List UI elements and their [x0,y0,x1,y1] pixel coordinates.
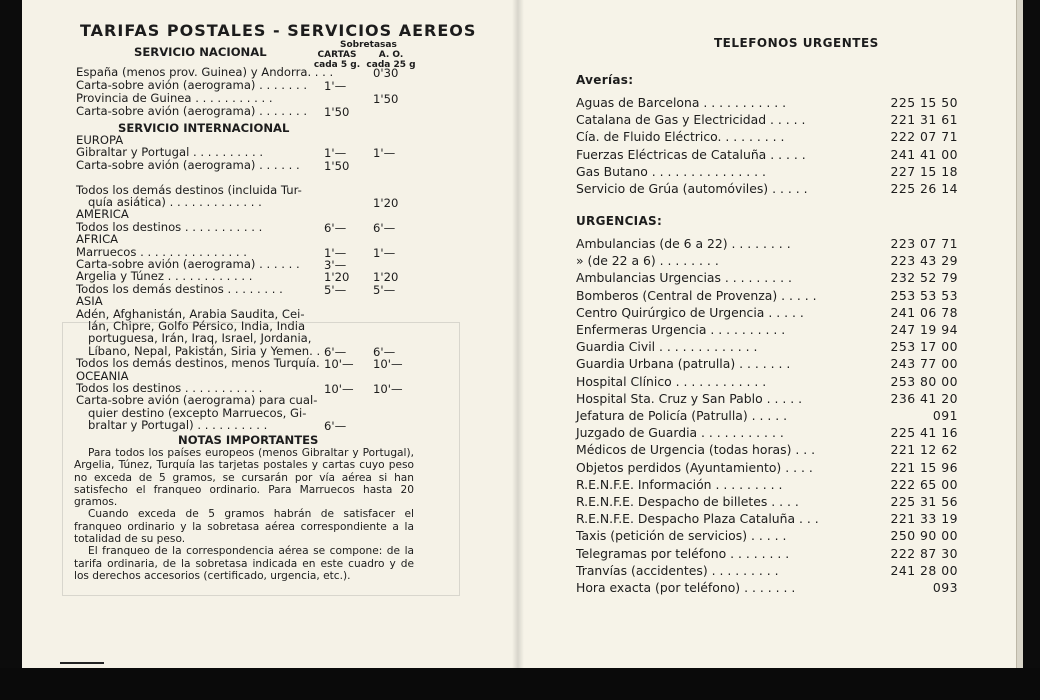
tarifa-row-text: Adén, Afghanistán, Arabia Saudita, Cei- [76,306,305,321]
phone-row [576,270,958,286]
tarifa-row-text: portuguesa, Irán, Iraq, Israel, Jordania, [88,331,312,346]
phone-row [576,112,958,128]
phone-entry-number: 232 52 79 [890,270,958,286]
page-edge [1016,0,1023,668]
col-ao-header: A. O. cada 25 g [366,50,416,70]
phone-entry-number: 250 90 00 [890,528,958,544]
tarifa-row-text: Todos los demás destinos . . . . . . . . [76,281,283,296]
tarifa-row-text: Carta-sobre avión (aerograma) . . . . . . [76,257,300,271]
section-servicio-nacional: SERVICIO NACIONAL [134,45,267,59]
phone-row [576,442,958,458]
phone-entry-name: Médicos de Urgencia (todas horas) . . . [576,442,816,458]
tarifa-cartas-value: 3'— [324,258,347,272]
phone-entry-number: 236 41 20 [890,390,958,406]
phone-row [576,374,958,390]
right-page [518,0,1016,668]
corner-mark [60,662,104,664]
phone-row [576,494,958,510]
tarifa-ao-value: 5'— [373,282,396,297]
tarifa-ao-value: 1'20 [373,196,399,210]
tarifa-ao-value: 1'20 [373,270,399,285]
phone-entry-name: Objetos perdidos (Ayuntamiento) . . . . [576,459,813,475]
tarifa-cartas-value: 5'— [324,282,347,297]
phone-entry-name: Enfermeras Urgencia . . . . . . . . . . [576,322,786,337]
phone-entry-name: Ambulancias (de 6 a 22) . . . . . . . . [576,236,791,251]
tarifa-cartas-value: 1'— [324,79,347,93]
phone-entry-name: Hospital Clínico . . . . . . . . . . . . [576,373,767,389]
phone-entry-name: R.E.N.F.E. Información . . . . . . . . . [576,476,783,492]
tarifa-row-text: quier destino (excepto Marruecos, Gi- [88,405,307,420]
tarifa-row-text: Argelia y Túnez . . . . . . . . . . . . [76,269,253,284]
phone-entry-number: 241 28 00 [890,562,958,578]
phone-row [576,511,958,527]
phone-entry-number: 225 15 50 [890,95,958,110]
page-title-telefonos: TELEFONOS URGENTES [714,36,879,50]
tarifa-cartas-value: 1'50 [324,105,350,119]
tarifa-row-text: Gibraltar y Portugal . . . . . . . . . . [76,145,264,160]
phone-entry-name: Guardia Urbana (patrulla) . . . . . . . [576,356,791,372]
tarifa-row-text: Todos los destinos . . . . . . . . . . . [76,381,263,395]
phone-row [576,408,958,424]
phone-row [576,528,958,544]
phone-entry-name: Taxis (petición de servicios) . . . . . [576,528,787,544]
tarifa-ao-value: 1'50 [373,92,399,106]
scan-background [0,668,1040,700]
phone-row [576,322,958,338]
phone-entry-name: Bomberos (Central de Provenza) . . . . . [576,287,817,303]
phone-entry-name: Cía. de Fluido Eléctrico. . . . . . . . . [576,129,785,145]
tarifa-ao-value: 6'— [373,344,396,359]
phone-entry-name: Aguas de Barcelona . . . . . . . . . . . [576,95,787,110]
page-title: TARIFAS POSTALES - SERVICIOS AEREOS [80,21,477,40]
phone-row [576,460,958,476]
phone-entry-name: R.E.N.F.E. Despacho Plaza Cataluña . . . [576,511,819,527]
tarifa-row-text: lán, Chipre, Golfo Pérsico, India, India [88,319,306,333]
phone-row [576,546,958,562]
phone-entry-number: 241 41 00 [890,146,958,162]
tarifa-cartas-value: 1'20 [324,270,350,285]
tarifa-row-text: quía asiática) . . . . . . . . . . . . . [88,195,262,209]
tarifa-cartas-value: 10'— [324,382,354,396]
phone-row [576,580,958,596]
phone-row [576,164,958,180]
phone-entry-number: 221 12 62 [890,442,958,458]
phone-entry-name: Juzgado de Guardia . . . . . . . . . . . [576,425,784,441]
tarifa-row-text: Carta-sobre avión (aerograma) . . . . . . [76,157,300,172]
phone-entry-number: 221 31 61 [890,112,958,128]
tarifa-cartas-value: 6'— [324,419,347,434]
tarifa-ao-value: 0'30 [373,66,399,80]
phone-entry-number: 091 [932,408,958,423]
sobretasas-label: Sobretasas [340,40,397,50]
tarifa-cartas-value: 6'— [324,220,347,235]
tarifa-cartas-value: 6'— [324,344,347,359]
phone-entry-number: 227 15 18 [890,163,958,179]
phone-entry-number: 241 06 78 [890,304,958,320]
phone-entry-name: Hospital Sta. Cruz y San Pablo . . . . . [576,390,803,406]
phone-entry-number: 247 19 94 [890,322,958,337]
phone-entry-name: Hora exacta (por teléfono) . . . . . . . [576,580,796,595]
tarifa-ao-value: 6'— [373,220,396,235]
phone-entry-name: Catalana de Gas y Electricidad . . . . . [576,112,806,128]
phone-row [576,181,958,197]
phone-entry-number: 225 26 14 [890,181,958,196]
tarifa-row-text: Carta-sobre avión (aerograma) . . . . . . . [76,104,308,118]
tarifa-row-text: ASIA [76,294,103,309]
nota-3: El franqueo de la correspondencia aérea se compone: de la tarifa ordinaria, de la sobretasa indicada en este cuadro y de los derechos accesorios (certificado, urgencia, etc.). [74,545,414,582]
phone-entry-number: 253 53 53 [890,287,958,303]
phone-entry-number: 243 77 00 [890,356,958,372]
nota-2: Cuando exceda de 5 gramos habrán de satisfacer el franqueo ordinario y la sobretasa aérea correspondiente a la totalidad de su peso. [74,508,414,546]
phone-entry-number: 221 15 96 [890,459,958,475]
phone-entry-name: Ambulancias Urgencias . . . . . . . . . [576,270,792,286]
tarifa-row-text: Todos los destinos . . . . . . . . . . . [76,219,263,234]
phone-entry-number: 223 43 29 [890,253,958,269]
tarifa-cartas-value: 1'50 [324,158,350,173]
tarifa-row-text: Carta-sobre avión (aerograma) para cual- [76,393,318,408]
tarifa-row-text: España (menos prov. Guinea) y Andorra. . . . [76,65,334,79]
phone-row [576,391,958,407]
phone-entry-number: 221 33 19 [890,511,958,527]
phone-row [576,129,958,145]
phone-entry-number: 222 87 30 [890,545,958,561]
phone-row [576,356,958,372]
phone-entry-name: Tranvías (accidentes) . . . . . . . . . [576,562,779,578]
phone-entry-number: 093 [932,580,958,595]
phone-row [576,425,958,441]
phone-entry-name: » (de 22 a 6) . . . . . . . . [576,253,719,269]
phone-entry-number: 222 65 00 [890,476,958,492]
nota-1: Para todos los países europeos (menos Gibraltar y Portugal), Argelia, Túnez, Turquía las tarjetas postales y cartas cuyo peso no exceda de 5 gramos, se cursarán por vía aérea si han satisfecho el franqueo ordinario. Para Marruecos hasta 20 gramos. [74,447,414,509]
phone-entry-name: Jefatura de Policía (Patrulla) . . . . . [576,408,788,423]
tarifa-row-text: Líbano, Nepal, Pakistán, Siria y Yemen. . [88,343,321,358]
phone-row [576,147,958,163]
phone-row [576,288,958,304]
tarifa-ao-value: 1'— [373,146,396,161]
phone-entry-number: 253 80 00 [890,373,958,389]
section-notas-importantes: NOTAS IMPORTANTES [178,433,319,447]
phone-row [576,339,958,355]
tarifa-ao-value: 10'— [373,382,403,396]
phone-entry-number: 222 07 71 [890,129,958,145]
phone-entry-name: Gas Butano . . . . . . . . . . . . . . . [576,163,766,179]
phone-row [576,236,958,252]
section-averias: Averías: [576,73,634,87]
phone-entry-name: R.E.N.F.E. Despacho de billetes . . . . [576,494,799,509]
tarifa-row-text: Provincia de Guinea . . . . . . . . . . . [76,91,273,105]
tarifa-row-text: braltar y Portugal) . . . . . . . . . . [88,418,268,433]
tarifa-ao-value: 10'— [373,357,403,372]
notas-text [74,447,414,582]
phone-entry-number: 225 41 16 [890,425,958,441]
phone-row [576,305,958,321]
tarifa-cartas-value: 10'— [324,357,354,372]
section-servicio-internacional: SERVICIO INTERNACIONAL [118,121,290,135]
phone-row [576,477,958,493]
phone-entry-number: 253 17 00 [890,339,958,355]
phone-row [576,253,958,269]
tarifa-row-text: EUROPA [76,133,124,147]
tarifa-cartas-value: 1'— [324,146,347,161]
phone-entry-name: Telegramas por teléfono . . . . . . . . [576,545,790,561]
section-urgencias: URGENCIAS: [576,214,663,228]
phone-entry-name: Centro Quirúrgico de Urgencia . . . . . [576,304,804,320]
phone-entry-name: Guardia Civil . . . . . . . . . . . . . [576,339,758,355]
phone-entry-number: 223 07 71 [890,236,958,251]
tarifa-row-text: Todos los demás destinos (incluida Tur- [76,182,302,197]
phone-entry-name: Servicio de Grúa (automóviles) . . . . . [576,181,808,196]
col-cartas-header: CARTAS cada 5 g. [313,50,361,70]
tarifa-row-text: Todos los demás destinos, menos Turquía. [76,356,320,371]
tarifa-row-text: Carta-sobre avión (aerograma) . . . . . . . [76,78,308,92]
left-page [22,0,518,668]
phone-row [576,95,958,111]
tarifa-cartas-value: 1'— [324,245,347,260]
phone-row [576,563,958,579]
tarifa-row-text: AMERICA [76,207,129,222]
tarifa-row-text: AFRICA [76,232,119,247]
tarifa-row-text: OCEANIA [76,368,129,383]
phone-entry-number: 225 31 56 [890,494,958,509]
phone-entry-name: Fuerzas Eléctricas de Cataluña . . . . . [576,146,806,162]
tarifa-ao-value: 1'— [373,245,396,260]
tarifa-row-text: Marruecos . . . . . . . . . . . . . . . [76,244,247,259]
